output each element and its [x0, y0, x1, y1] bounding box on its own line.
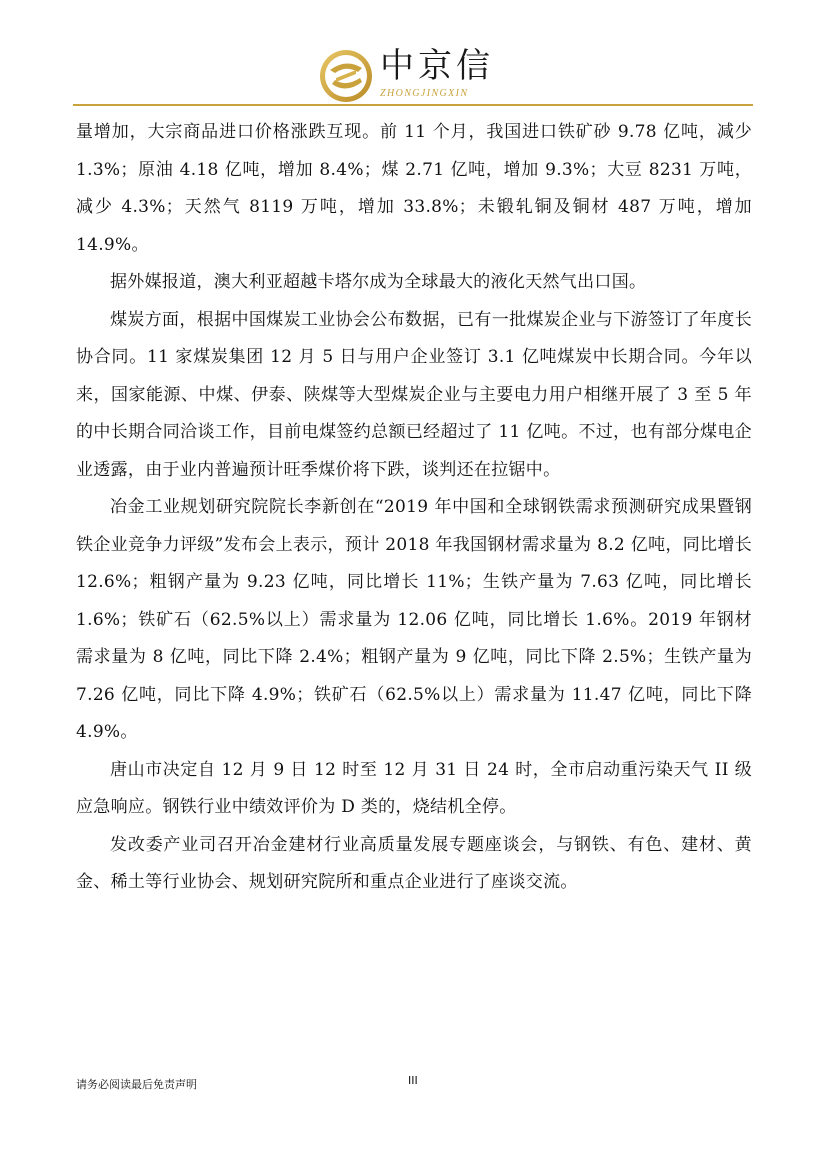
paragraph-coal-contracts: 煤炭方面，根据中国煤炭工业协会公布数据，已有一批煤炭企业与下游签订了年度长协合同。11 家煤炭集团 12 月 5 日与用户企业签订 3.1 亿吨煤炭中长期合同。今年以来，国家能源、中煤、伊泰、陕煤等大型煤炭企业与主要电力用户相继开展了 3 至 5 年的中长期合同洽谈工作，目前电煤签约总额已经超过了 11 亿吨。不过，也有部分煤电企业透露，由于业内普遍预计旺季煤价将下跌，谈判还在拉锯中。 [76, 309, 752, 480]
page-header [0, 44, 827, 104]
article-body [76, 114, 752, 902]
zhongjingxin-logo-icon [318, 48, 374, 104]
header-divider [73, 104, 753, 106]
logo-title: 中京信 [380, 46, 494, 86]
paragraph-trade-imports: 量增加，大宗商品进口价格涨跌互现。前 11 个月，我国进口铁矿砂 9.78 亿吨，减少 1.3%；原油 4.18 亿吨，增加 8.4%；煤 2.71 亿吨，增加 9.3%；大豆 8231 万吨，减少 4.3%；天然气 8119 万吨，增加 33.8%；未锻轧铜及铜材 487 万吨，增加 14.9%。 [76, 122, 752, 255]
paragraph-lng-exports: 据外媒报道，澳大利亚超越卡塔尔成为全球最大的液化天然气出口国。 [110, 272, 647, 292]
paragraph-ndrc-meeting: 发改委产业司召开冶金建材行业高质量发展专题座谈会，与钢铁、有色、建材、黄金、稀土等行业协会、规划研究院所和重点企业进行了座谈交流。 [76, 834, 752, 892]
logo-subtitle: ZHONGJINGXIN [380, 88, 469, 99]
disclaimer-note: 请务必阅读最后免责声明 [76, 1078, 197, 1091]
paragraph-tangshan-pollution: 唐山市决定自 12 月 9 日 12 时至 12 月 31 日 24 时，全市启动重污染天气 II 级应急响应。钢铁行业中绩效评价为 D 类的，烧结机全停。 [76, 759, 752, 817]
page-number: III [408, 1074, 418, 1087]
paragraph-steel-forecast: 冶金工业规划研究院院长李新创在“2019 年中国和全球钢铁需求预测研究成果暨钢铁企业竞争力评级”发布会上表示，预计 2018 年我国钢材需求量为 8.2 亿吨，同比增长 12.6%；粗钢产量为 9.23 亿吨，同比增长 11%；生铁产量为 7.63 亿吨，同比增长 1.6%；铁矿石（62.5%以上）需求量为 12.06 亿吨，同比增长 1.6%。2019 年钢材需求量为 8 亿吨，同比下降 2.4%；粗钢产量为 9 亿吨，同比下降 2.5%；生铁产量为 7.26 亿吨，同比下降 4.9%；铁矿石（62.5%以上）需求量为 11.47 亿吨，同比下降 4.9%。 [76, 497, 752, 742]
